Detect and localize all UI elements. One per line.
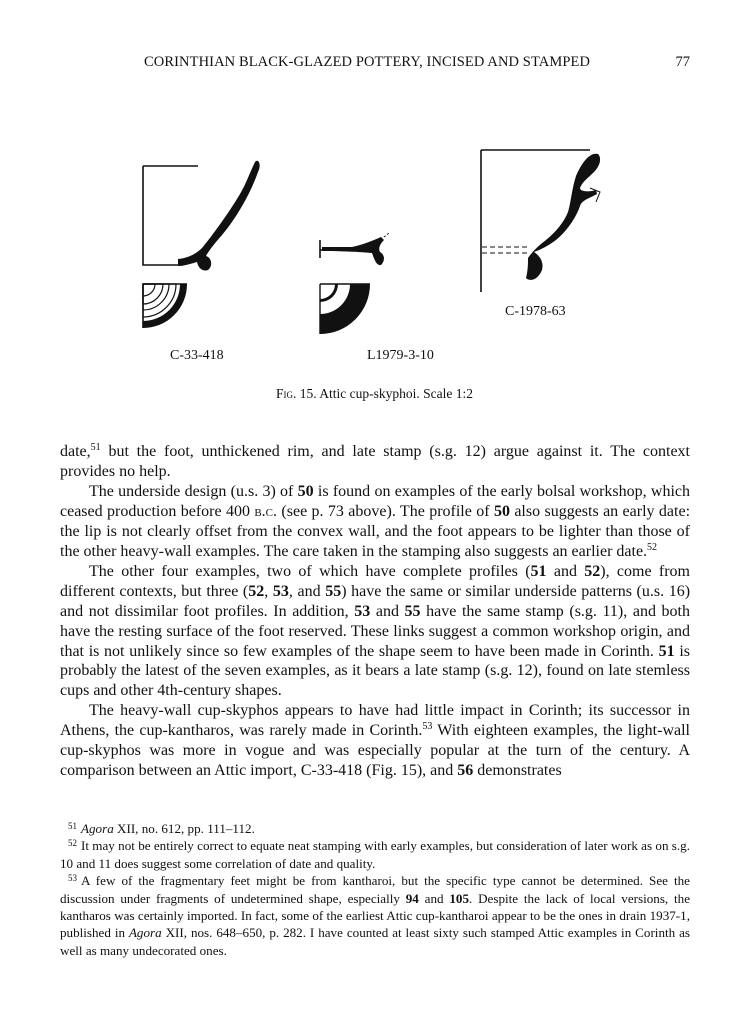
profile-c-33-418 xyxy=(143,161,260,271)
paragraph-3: The other four examples, two of which have complete profiles (51 and 52), come from different contexts, but three (52, 53, and 55) have the same or similar underside patterns (u.s. 16) and not dissimilar foot profiles. In addition, 53 and 55 have the same stamp (s.g. 11), and both have the resting surface of the foot reserved. These links suggest a common workshop origin, and that is not unlikely since so few examples of the shape seem to have been made in Corinth. 51 is probably the latest of the seven examples, as it bears a late stamp (s.g. 12), found on late stemless cups and other 4th-century shapes. xyxy=(60,562,691,700)
footnotes xyxy=(60,820,690,959)
profile-c-1978-63 xyxy=(481,150,600,292)
figure-caption-prefix: Fig. xyxy=(275,386,297,401)
profile-l1979-3-10 xyxy=(320,233,389,265)
figure-caption-number: 15. xyxy=(299,386,317,401)
footnote-ref-53: 53 xyxy=(422,721,433,733)
figure-caption xyxy=(0,386,749,402)
paragraph-4: The heavy-wall cup-skyphos appears to have had little impact in Corinth; its successor in Athens, the cup-kantharos, was rarely made in Corinth.$^{53}$ With eighteen examples, the light-wall cup-skyphos was more in vogue and was especially popular at the turn of the century. A comparison between an Attic import, C-33-418 (Fig. 15), and 56 demonstrates xyxy=(60,702,690,780)
page-number: 77 xyxy=(675,54,690,70)
underside-c-33-418 xyxy=(143,284,187,328)
footnote-51: $^{51}$ Agora XII, no. 612, pp. 111–112. xyxy=(68,821,255,836)
running-title: CORINTHIAN BLACK-GLAZED POTTERY, INCISED AND STAMPED xyxy=(144,54,591,70)
figure-label-l1979-3-10: L1979-3-10 xyxy=(367,348,434,363)
footnote-52: $^{52}$ It may not be entirely correct to equate neat stamping with early examples, but consideration of later work as on s.g. 10 and 11 does suggest some correlation of date and quality. xyxy=(60,838,690,871)
figure-15 xyxy=(0,140,749,410)
figure-label-c-1978-63: C-1978-63 xyxy=(505,304,566,319)
footnote-53: $^{53}$ A few of the fragmentary feet might be from kantharoi, but the specific type cannot be determined. See the discussion under fragments of undetermined shape, especially 94 and 105. Despite the lack of local versions, the kantharos was certainly imported. In fact, some of the earliest Attic cup-kantharoi appear to be the ones in drain 1937-1, published in Agora XII, nos. 648–650, p. 282. I have counted at least sixty such stamped Attic examples in Corinth as well as many undecorated ones. xyxy=(60,873,690,958)
paragraph-2: The underside design (u.s. 3) of 50 is found on examples of the early bolsal workshop, which ceased production before 400 b.c. (see p. 73 above). The profile of 50 also suggests an early date: the lip is not clearly offset from the convex wall, and the foot appears to be lighter than those of the other heavy-wall examples. The care taken in the stamping also suggests an earlier date.$^{52}$ xyxy=(60,482,691,560)
running-head xyxy=(60,54,690,74)
figure-caption-text: Attic cup-skyphoi. Scale 1:2 xyxy=(319,386,473,401)
footnote-ref-51: 51 xyxy=(90,442,101,453)
figure-label-c-33-418: C-33-418 xyxy=(170,348,224,363)
footnote-ref-52: 52 xyxy=(647,541,658,553)
paragraph-1: date,$^{51}$ but the foot, unthickened rim, and late stamp (s.g. 12) argue against it. The context provides no help. xyxy=(60,442,690,480)
figure-drawings xyxy=(0,140,749,380)
body-text xyxy=(60,442,690,781)
underside-l1979-3-10 xyxy=(320,284,370,334)
